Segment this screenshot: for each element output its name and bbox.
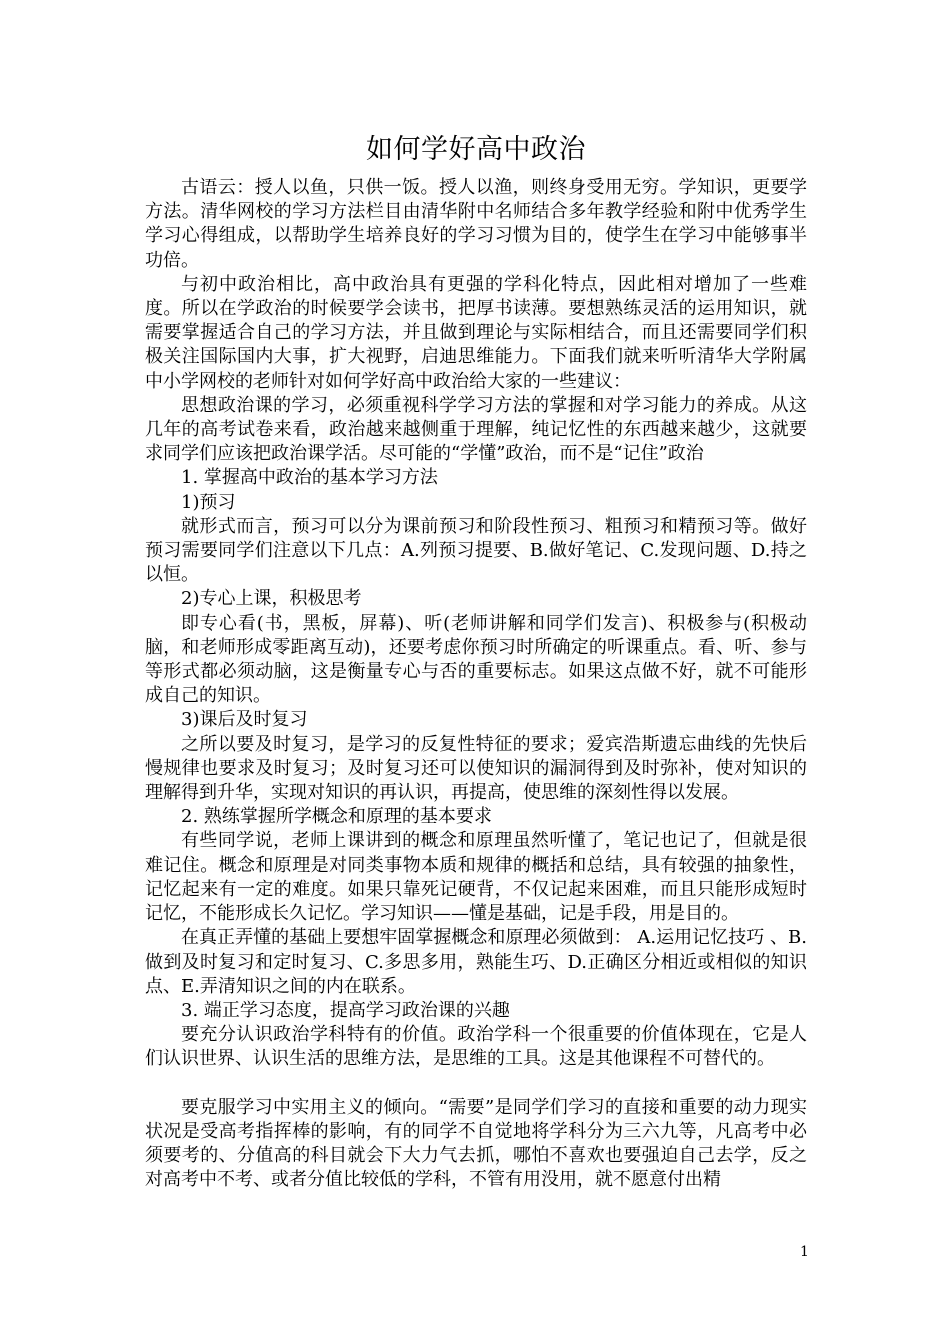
section-heading-2: 2. 熟练掌握所学概念和原理的基本要求 [181, 806, 492, 828]
pragmatism-paragraph: 要克服学习中实用主义的倾向。“需要”是同学们学习的直接和重要的动力现实状况是受高考指挥棒的影响，有的同学不自觉地将学科分为三六九等，凡高考中必须要考的、分值高的科目就会下大力气去抓，哪怕不喜欢也要强迫自己去学，反之对高考中不考、或者分值比较低的学科，不管有用没用，就不愿意付出精 [145, 1096, 807, 1191]
comparison-paragraph: 与初中政治相比，高中政治具有更强的学科化特点，因此相对增加了一些难度。所以在学政治的时候要学会读书，把厚书读薄。要想熟练灵活的运用知识，就需要掌握适合自己的学习方法，并且做到理论与实际相结合，而且还需要同学们积极关注国际国内大事，扩大视野，启迪思维能力。下面我们就来听听清华大学附属中小学网校的老师针对如何学好高中政治给大家的一些建议： [145, 273, 807, 392]
subheading-focus: 2)专心上课，积极思考 [181, 588, 362, 610]
subheading-preview: 1)预习 [181, 491, 236, 513]
document-page [145, 128, 807, 1193]
focus-paragraph: 即专心看(书，黑板，屏幕)、听(老师讲解和同学们发言)、积极参与(积极动脑，和老师形成零距离互动)，还要考虑你预习时所确定的听课重点。看、听、参与等形式都必须动脑，这是衡量专心与否的重要标志。如果这点做不好，就不可能形成自己的知识。 [145, 612, 807, 707]
value-paragraph: 要充分认识政治学科特有的价值。政治学科一个很重要的价值体现在，它是人们认识世界、认识生活的思维方法，是思维的工具。这是其他课程不可替代的。 [145, 1024, 807, 1070]
concepts-paragraph: 有些同学说，老师上课讲到的概念和原理虽然听懂了，笔记也记了，但就是很难记住。概念和原理是对同类事物本质和规律的概括和总结，具有较强的抽象性，记忆起来有一定的难度。如果只靠死记硬背，不仅记起来困难，而且只能形成短时记忆，不能形成长久记忆。学习知识——懂是基础，记是手段，用是目的。 [145, 830, 807, 925]
section-heading-1: 1. 掌握高中政治的基本学习方法 [181, 467, 438, 489]
section-heading-3: 3. 端正学习态度，提高学习政治课的兴趣 [181, 999, 510, 1021]
page-number: 1 [800, 1244, 809, 1260]
document-title: 如何学好高中政治 [366, 134, 586, 165]
requirements-paragraph: 在真正弄懂的基础上要想牢固掌握概念和原理必须做到： A.运用记忆技巧 、B.做到及时复习和定时复习、C.多思多用，熟能生巧、D.正确区分相近或相似的知识点、E.弄清知识之间的内在联系。 [145, 927, 807, 997]
review-paragraph: 之所以要及时复习，是学习的反复性特征的要求；爱宾浩斯遗忘曲线的先快后慢规律也要求及时复习；及时复习还可以使知识的漏洞得到及时弥补，使对知识的理解得到升华，实现对知识的再认识，再提高，使思维的深刻性得以发展。 [145, 733, 807, 804]
subheading-review: 3)课后及时复习 [181, 709, 308, 731]
preview-paragraph: 就形式而言，预习可以分为课前预习和阶段性预习、粗预习和精预习等。做好预习需要同学们注意以下几点：A.列预习提要、B.做好笔记、C.发现问题、D.持之以恒。 [145, 515, 807, 586]
blank-line [145, 1072, 807, 1096]
intro-paragraph: 古语云：授人以鱼，只供一饭。授人以渔，则终身受用无穷。学知识，更要学方法。清华网校的学习方法栏目由清华附中名师结合多年教学经验和附中优秀学生学习心得组成，以帮助学生培养良好的学习习惯为目的，使学生在学习中能够事半功倍。 [145, 177, 807, 271]
method-paragraph: 思想政治课的学习，必须重视科学学习方法的掌握和对学习能力的养成。从这几年的高考试卷来看，政治越来越侧重于理解，纯记忆性的东西越来越少，这就要求同学们应该把政治课学活。尽可能的“学懂”政治，而不是“记住”政治 [145, 394, 807, 465]
